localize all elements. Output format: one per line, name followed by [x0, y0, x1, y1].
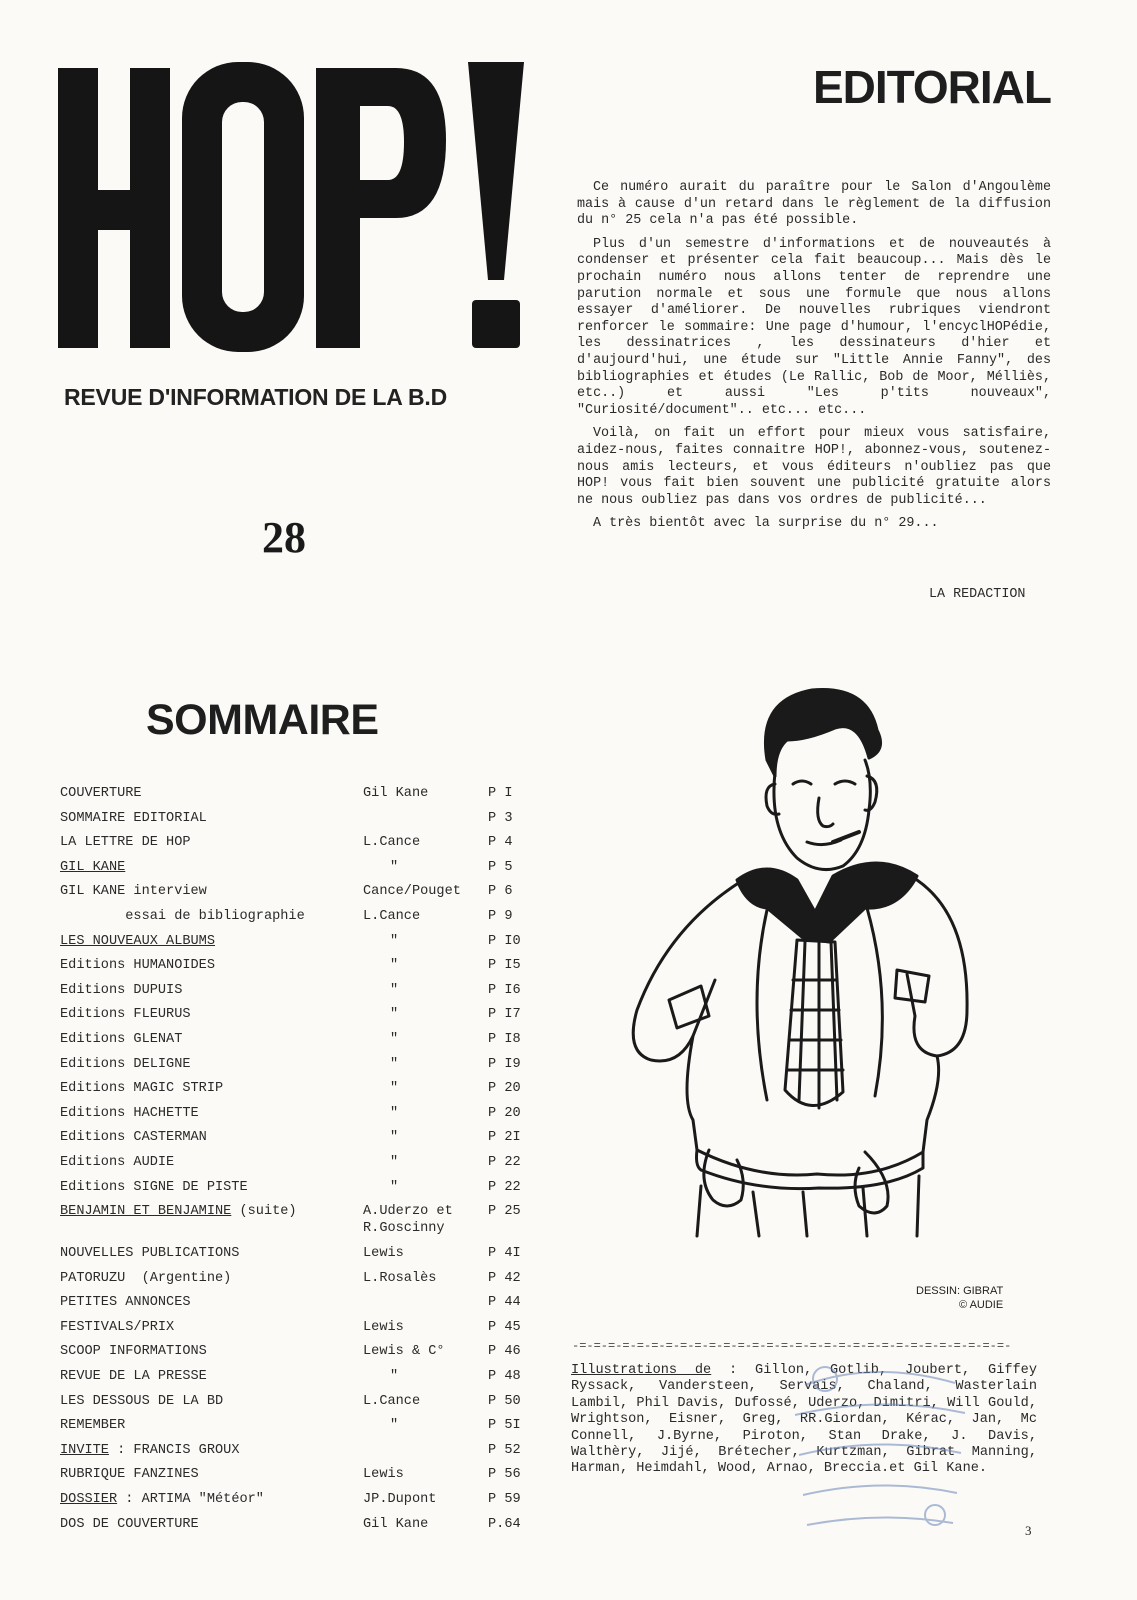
toc-row	[60, 1007, 540, 1032]
toc-author: L.Cance	[363, 1393, 421, 1409]
toc-title-text: DOSSIER	[60, 1492, 118, 1508]
editorial-paragraph: Ce numéro aurait du paraître pour le Salon d'Angoulème mais à cause d'un retard dans le règlement de la diffusion du n° 25 cela n'a pas été possible.	[577, 180, 1051, 229]
editorial-paragraph: Voilà, on fait un effort pour mieux vous satisfaire, aidez-nous, faites connaitre HOP!, abonnez-vous, soutenez-nous amis lecteurs, et vous éditeurs n'oubliez pas que HOP! vous fait bien souvent une publicité gratuite alors ne nous oubliez pas dans vos ordres de publicité...	[577, 426, 1051, 508]
toc-page: P 42	[488, 1270, 521, 1286]
toc-title	[60, 1369, 207, 1384]
toc-row	[60, 1155, 540, 1180]
toc-row	[60, 1443, 540, 1468]
toc-title-text: LES DESSOUS DE LA BD	[60, 1393, 224, 1409]
toc-page: P 48	[488, 1369, 521, 1385]
illustration-credit-artist: DESSIN: GIBRAT	[916, 1285, 1004, 1297]
toc-row	[60, 1246, 540, 1271]
toc-title	[60, 1130, 207, 1145]
toc-author: L.Cance	[363, 908, 421, 924]
toc-author: "	[390, 1056, 399, 1072]
toc-title-text: SOMMAIRE EDITORIAL	[60, 810, 207, 826]
toc-title-text: NOUVELLES PUBLICATIONS	[60, 1246, 240, 1262]
toc-page: P 45	[488, 1319, 521, 1335]
toc-title-text: FESTIVALS/PRIX	[60, 1319, 175, 1335]
toc-title-text: Editions HUMANOIDES	[60, 958, 215, 974]
toc-author: L.Cance	[363, 835, 421, 851]
toc-title	[60, 958, 215, 973]
toc-title-text: Editions SIGNE DE PISTE	[60, 1179, 248, 1195]
toc-title	[60, 1394, 223, 1409]
toc-page: P 4	[488, 835, 513, 851]
toc-page: P 3	[488, 810, 513, 826]
toc-title	[60, 1492, 264, 1507]
toc-page: P I8	[488, 1031, 521, 1047]
toc-page: P 22	[488, 1179, 521, 1195]
editorial-paragraph: Plus d'un semestre d'informations et de nouveautés à condenser et présenter cela fait beaucoup... Mais dès le prochain numéro nous allons tenter de reprendre une parution normale et sous une formule que nous allons essayer d'améliorer. De nouvelles rubriques viendront renforcer le sommaire: Une page d'humour, l'encyclHOPédie, les dessinatrices , les dessinateurs d'hier et d'aujourd'hui, une étude sur "Little Annie Fanny", des bibliographies et études (Le Rallic, Bob de Moor, Mélliès, etc..) et aussi "Les p'tits nouveaux", "Curiosité/document".. etc... etc...	[577, 236, 1051, 418]
toc-page: P I7	[488, 1007, 521, 1023]
toc-page: P 5I	[488, 1418, 521, 1434]
toc-title	[60, 1204, 297, 1219]
toc-author: "	[390, 859, 399, 875]
toc-title	[60, 1418, 125, 1433]
toc-page: P.64	[488, 1516, 521, 1532]
distributor-stamp	[785, 1355, 975, 1540]
toc-title	[60, 983, 182, 998]
toc-row	[60, 1106, 540, 1131]
toc-row	[60, 1492, 540, 1517]
toc-title	[60, 1517, 199, 1532]
editorial-paragraph: A très bientôt avec la surprise du n° 29...	[593, 516, 939, 532]
toc-title-text: DOS DE COUVERTURE	[60, 1516, 199, 1532]
toc-page: P 9	[488, 908, 513, 924]
toc-title-text: Editions FLEURUS	[60, 1007, 191, 1023]
toc-author: "	[390, 1179, 399, 1195]
toc-author: Gil Kane	[363, 1516, 429, 1532]
toc-page: P 20	[488, 1081, 521, 1097]
toc-title	[60, 860, 125, 875]
toc-page: P 50	[488, 1393, 521, 1409]
toc-author: "	[390, 1418, 399, 1434]
toc-author: "	[390, 958, 399, 974]
toc-page: P 5	[488, 859, 513, 875]
toc-page: P I0	[488, 933, 521, 949]
hop-logo	[58, 62, 536, 352]
toc-title	[60, 811, 207, 826]
toc-title	[60, 1180, 248, 1195]
divider: -=-=-=-=-=-=-=-=-=-=-=-=-=-=-=-=-=-=-=-=-=-=-=-=-=-=-=-=-=-=-	[572, 1339, 1012, 1353]
toc-title-text: Editions DELIGNE	[60, 1056, 191, 1072]
toc-row	[60, 1369, 540, 1394]
toc-row	[60, 1320, 540, 1345]
toc-author: Cance/Pouget	[363, 884, 461, 900]
toc-page: P 44	[488, 1295, 521, 1311]
toc-author: "	[390, 1154, 399, 1170]
toc-title-text: LA LETTRE DE HOP	[60, 835, 191, 851]
toc-author: "	[390, 933, 399, 949]
toc-title-text: SCOOP INFORMATIONS	[60, 1344, 207, 1360]
toc-title-text: GIL KANE interview	[60, 884, 207, 900]
toc-title	[60, 1007, 191, 1022]
toc-title	[60, 1467, 199, 1482]
toc-page: P 46	[488, 1344, 521, 1360]
editorial-body	[577, 180, 1051, 533]
magazine-subtitle: REVUE D'INFORMATION DE LA B.D	[64, 384, 447, 410]
table-of-contents	[60, 786, 540, 1541]
toc-page: P 4I	[488, 1246, 521, 1262]
toc-title-text: Editions DUPUIS	[60, 982, 183, 998]
toc-title	[60, 1246, 239, 1261]
toc-title-text: PETITES ANNONCES	[60, 1295, 191, 1311]
toc-title-suffix: : ARTIMA "Météor"	[117, 1492, 264, 1508]
toc-row	[60, 835, 540, 860]
toc-page: P 52	[488, 1442, 521, 1458]
hop-logo-graphic	[58, 62, 536, 352]
toc-row	[60, 1204, 540, 1246]
editorial-signature: LA REDACTION	[929, 587, 1026, 602]
toc-title	[60, 1155, 174, 1170]
toc-page: P 2I	[488, 1130, 521, 1146]
toc-page: P 22	[488, 1154, 521, 1170]
toc-title-text: INVITE	[60, 1442, 109, 1458]
toc-author: "	[390, 1031, 399, 1047]
page-number: 3	[1025, 1523, 1032, 1538]
toc-title-text: COUVERTURE	[60, 786, 142, 801]
toc-row	[60, 786, 540, 811]
toc-title-text: Editions MAGIC STRIP	[60, 1081, 224, 1097]
toc-page: P I6	[488, 982, 521, 998]
toc-row	[60, 1517, 540, 1542]
toc-title	[60, 1320, 174, 1335]
toc-page: P I5	[488, 958, 521, 974]
illustrations-names: : Gillon, Gotlib, Joubert, Giffey Ryssack, Vandersteen, Servais, Chaland, Wasterlain Lambil, Phil Davis, Dufossé, Uderzo, Dimitri, Will Gould, Wrightson, Eisner, Greg, RR.Giordan, Kérac, Jan, Mc Connell, J.Byrne, Piroton, Stan Drake, J. Davis, Walthèry, Jijé, Brétecher, Kurtzman, Gibrat Manning, Harman, Heimdahl, Wood, Arnao, Breccia.et Gil Kane.	[571, 1363, 1038, 1477]
toc-title	[60, 1057, 191, 1072]
toc-title	[60, 1295, 191, 1310]
illustrations-lead: Illustrations de	[571, 1363, 712, 1378]
toc-author: Lewis	[363, 1246, 404, 1262]
toc-author: JP.Dupont	[363, 1492, 437, 1508]
toc-title-text: PATORUZU (Argentine)	[60, 1270, 232, 1286]
toc-title	[60, 1032, 182, 1047]
issue-number: 28	[262, 513, 306, 562]
toc-author: "	[390, 1105, 399, 1121]
toc-author: A.Uderzo et R.Goscinny	[363, 1204, 453, 1236]
toc-row	[60, 1057, 540, 1082]
toc-author: "	[390, 1369, 399, 1385]
toc-page: P 25	[488, 1204, 521, 1220]
toc-page: P 20	[488, 1105, 521, 1121]
toc-row	[60, 1394, 540, 1419]
toc-row	[60, 884, 540, 909]
illustration-credit	[916, 1284, 1003, 1312]
toc-row	[60, 1032, 540, 1057]
toc-title	[60, 934, 215, 949]
toc-title-text: Editions HACHETTE	[60, 1105, 199, 1121]
toc-title	[60, 1344, 207, 1359]
toc-author: Lewis & C°	[363, 1344, 445, 1360]
illustration-credit-copyright: © AUDIE	[959, 1299, 1004, 1311]
toc-page: P I9	[488, 1056, 521, 1072]
character-illustration	[597, 680, 977, 1240]
toc-author: Lewis	[363, 1467, 404, 1483]
toc-row	[60, 958, 540, 983]
toc-row	[60, 934, 540, 959]
toc-row	[60, 983, 540, 1008]
toc-title-text: essai de bibliographie	[60, 908, 305, 924]
toc-row	[60, 1467, 540, 1492]
toc-row	[60, 1295, 540, 1320]
toc-title-text: REMEMBER	[60, 1418, 126, 1434]
toc-title-text: GIL KANE	[60, 859, 126, 875]
toc-author: Lewis	[363, 1319, 404, 1335]
toc-author: "	[390, 982, 399, 998]
toc-author: "	[390, 1081, 399, 1097]
toc-page: P 6	[488, 884, 513, 900]
toc-author: Gil Kane	[363, 786, 429, 801]
toc-title-text: BENJAMIN ET BENJAMINE	[60, 1204, 232, 1220]
toc-title	[60, 909, 305, 924]
toc-title-text: REVUE DE LA PRESSE	[60, 1369, 207, 1385]
toc-page: P I	[488, 786, 513, 801]
toc-title	[60, 1443, 239, 1458]
toc-page: P 56	[488, 1467, 521, 1483]
toc-author: L.Rosalès	[363, 1270, 437, 1286]
toc-author: "	[390, 1130, 399, 1146]
toc-title-text: Editions AUDIE	[60, 1154, 175, 1170]
toc-row	[60, 860, 540, 885]
sommaire-title: SOMMAIRE	[146, 696, 379, 744]
toc-title-text: RUBRIQUE FANZINES	[60, 1467, 199, 1483]
editorial-title: EDITORIAL	[812, 61, 1051, 113]
toc-row	[60, 1081, 540, 1106]
toc-title-text: Editions CASTERMAN	[60, 1130, 207, 1146]
toc-row	[60, 1180, 540, 1205]
toc-row	[60, 1271, 540, 1296]
toc-author: "	[390, 1007, 399, 1023]
toc-title	[60, 1081, 223, 1096]
toc-row	[60, 1344, 540, 1369]
toc-title-suffix: : FRANCIS GROUX	[108, 1442, 240, 1458]
toc-title-text: Editions GLENAT	[60, 1031, 183, 1047]
toc-title	[60, 884, 207, 899]
toc-row	[60, 1130, 540, 1155]
toc-title	[60, 1271, 231, 1286]
toc-row	[60, 1418, 540, 1443]
toc-page: P 59	[488, 1492, 521, 1508]
toc-title	[60, 835, 191, 850]
toc-title-text: LES NOUVEAUX ALBUMS	[60, 933, 215, 949]
toc-title-suffix: (suite)	[231, 1204, 297, 1220]
toc-row	[60, 909, 540, 934]
toc-title	[60, 786, 142, 801]
toc-row	[60, 811, 540, 836]
toc-title	[60, 1106, 199, 1121]
